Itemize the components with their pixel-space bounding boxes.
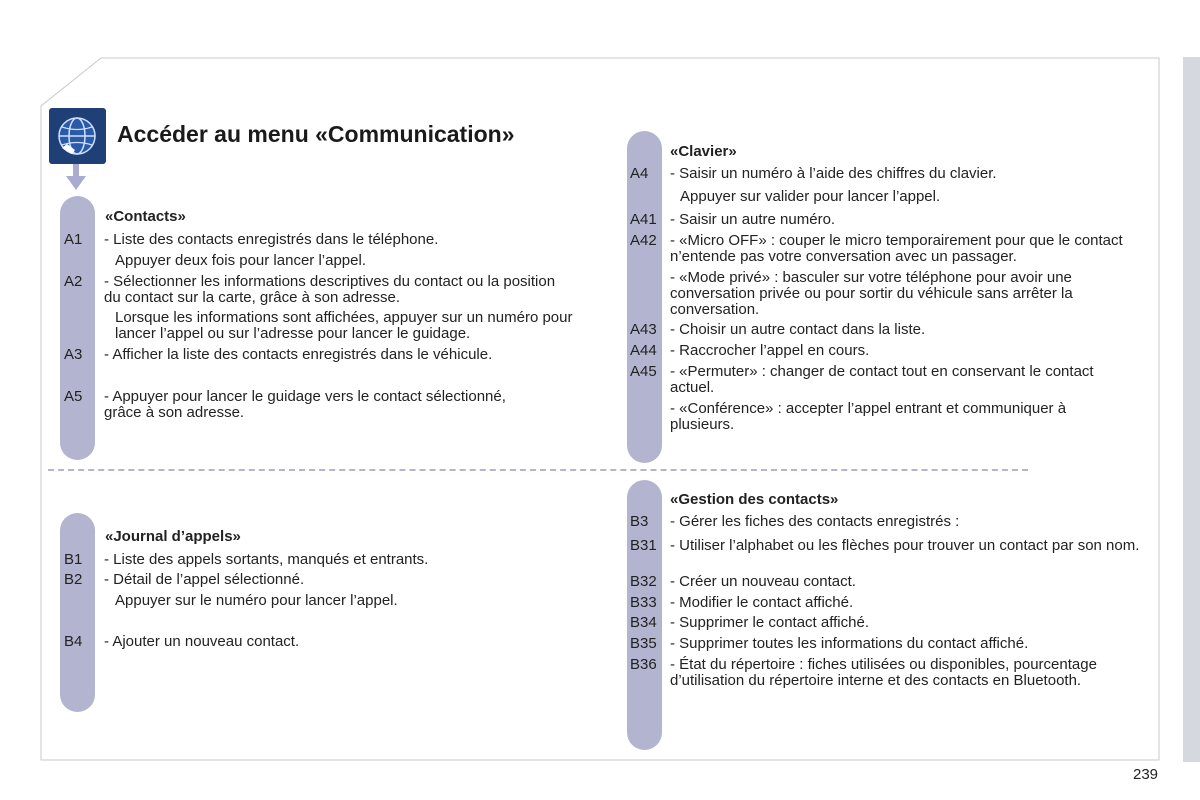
page-number: 239	[1133, 766, 1159, 783]
item-text: - Gérer les fiches des contacts enregistrés :	[670, 513, 960, 530]
item-text: - État du répertoire : fiches utilisées ou disponibles, pourcentage d’utilisation du répertoire interne et des contacts en Bluetooth.	[670, 656, 1097, 689]
item-text: - Utiliser l’alphabet ou les flèches pour trouver un contact par son nom.	[670, 537, 1140, 554]
list-item	[64, 389, 584, 421]
item-text: - «Permuter» : changer de contact tout en conservant le contact actuel.	[670, 363, 1094, 396]
side-tab	[1183, 57, 1200, 762]
list-item	[630, 595, 1150, 611]
list-item	[630, 636, 1150, 652]
list-item	[630, 574, 1150, 590]
list-item	[630, 615, 1150, 631]
list-item	[630, 657, 1150, 689]
item-text: - Supprimer toutes les informations du contact affiché.	[670, 635, 1029, 652]
item-code: B32	[630, 573, 657, 590]
item-text: Lorsque les informations sont affichées, appuyer sur un numéro pour lancer l’appel ou sur l’adresse pour lancer le guidage.	[115, 309, 573, 342]
item-text: - Supprimer le contact affiché.	[670, 614, 869, 631]
list-item	[630, 212, 1150, 228]
item-text: - Choisir un autre contact dans la liste.	[670, 321, 926, 338]
item-text: - Liste des appels sortants, manqués et entrants.	[104, 551, 429, 568]
item-code: A44	[630, 342, 657, 359]
item-text: - Liste des contacts enregistrés dans le téléphone.	[104, 231, 439, 248]
list-item	[630, 538, 1150, 570]
list-item	[64, 274, 584, 306]
item-text: - Saisir un autre numéro.	[670, 211, 836, 228]
item-code: A4	[630, 165, 649, 182]
item-text: - Afficher la liste des contacts enregistrés dans le véhicule.	[104, 346, 493, 363]
list-item	[64, 253, 584, 269]
item-code: B36	[630, 656, 657, 673]
list-item	[630, 514, 1150, 530]
item-text: - Détail de l’appel sélectionné.	[104, 571, 305, 588]
item-text: Appuyer deux fois pour lancer l’appel.	[115, 252, 366, 269]
list-item	[64, 310, 584, 342]
item-code: B33	[630, 594, 657, 611]
item-code: A45	[630, 363, 657, 380]
list-item	[630, 401, 1150, 433]
item-code: B31	[630, 537, 657, 554]
item-code: B34	[630, 614, 657, 631]
item-text: - Ajouter un nouveau contact.	[104, 633, 300, 650]
item-code: A41	[630, 211, 657, 228]
item-text: - Sélectionner les informations descriptives du contact ou la position du contact sur la carte, grâce à son adresse.	[104, 273, 556, 306]
list-item	[630, 270, 1150, 318]
list-item	[64, 572, 584, 588]
item-text: - Raccrocher l’appel en cours.	[670, 342, 870, 359]
item-text: - «Micro OFF» : couper le micro temporairement pour que le contact n’entende pas votre conversation avec un passager.	[670, 232, 1123, 265]
globe-phone-icon	[49, 108, 106, 164]
item-code: A3	[64, 346, 83, 363]
section-marker-journal	[60, 513, 95, 712]
down-arrow-icon	[64, 164, 88, 192]
item-code: A42	[630, 232, 657, 249]
item-code: A1	[64, 231, 83, 248]
item-code: B4	[64, 633, 83, 650]
list-item	[630, 322, 1150, 338]
contacts-title: «Contacts»	[105, 208, 186, 225]
list-item	[64, 232, 584, 248]
item-code: A5	[64, 388, 83, 405]
list-item	[64, 634, 584, 650]
list-item	[64, 552, 584, 568]
list-item	[64, 593, 584, 609]
journal-title: «Journal d’appels»	[105, 528, 241, 545]
gestion-title: «Gestion des contacts»	[670, 491, 839, 508]
list-item	[630, 364, 1150, 396]
item-text: - Saisir un numéro à l’aide des chiffres du clavier.	[670, 165, 997, 182]
list-item	[630, 189, 1150, 205]
list-item	[630, 166, 1150, 182]
section-divider	[48, 469, 1028, 471]
item-text: Appuyer sur valider pour lancer l’appel.	[680, 188, 941, 205]
list-item	[630, 343, 1150, 359]
item-code: A43	[630, 321, 657, 338]
list-item	[630, 233, 1150, 265]
item-text: - «Conférence» : accepter l’appel entrant et communiquer à plusieurs.	[670, 400, 1067, 433]
item-code: A2	[64, 273, 83, 290]
item-text: Appuyer sur le numéro pour lancer l’appel.	[115, 592, 398, 609]
item-text: - Créer un nouveau contact.	[670, 573, 856, 590]
list-item	[64, 347, 584, 363]
item-text: - «Mode privé» : basculer sur votre téléphone pour avoir une conversation privée ou pour sortir du véhicule sans arrêter la conversation.	[670, 269, 1073, 318]
clavier-title: «Clavier»	[670, 143, 737, 160]
item-code: B2	[64, 571, 83, 588]
item-text: - Appuyer pour lancer le guidage vers le contact sélectionné, grâce à son adresse.	[104, 388, 506, 421]
item-text: - Modifier le contact affiché.	[670, 594, 854, 611]
item-code: B3	[630, 513, 649, 530]
item-code: B1	[64, 551, 83, 568]
item-code: B35	[630, 635, 657, 652]
page-title: Accéder au menu «Communication»	[117, 121, 515, 147]
